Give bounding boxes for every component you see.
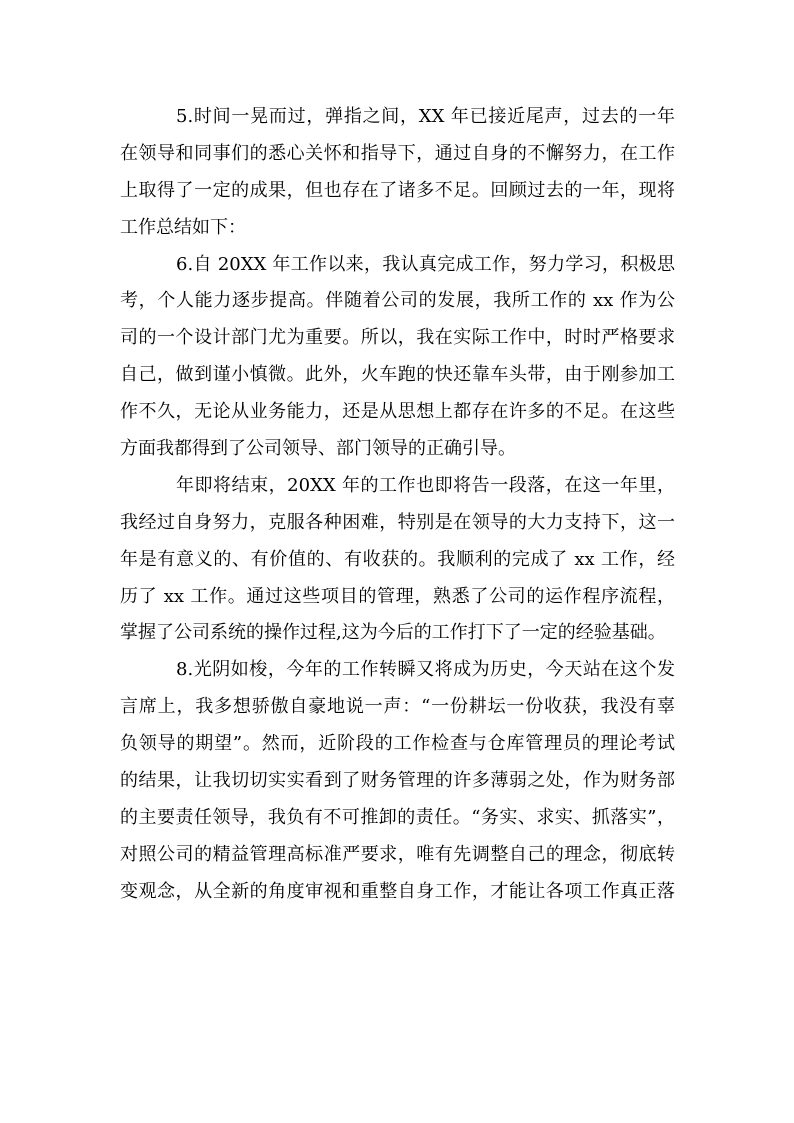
text-line: 司的一个设计部门尤为重要。所以，我在实际工作中，时时严格要求	[120, 327, 675, 349]
text-line: 我经过自身努力，克服各种困难，特别是在领导的大力支持下，这一	[120, 511, 675, 533]
text-line: 的主要责任领导，我负有不可推卸的责任。“务实、求实、抓落实”，	[120, 806, 675, 828]
text-line: 8.光阴如梭，今年的工作转瞬又将成为历史，今天站在这个发	[176, 659, 675, 681]
text-line: 对照公司的精益管理高标准严要求，唯有先调整自己的理念，彻底转	[120, 843, 675, 865]
document-body	[120, 99, 675, 911]
text-line: 上取得了一定的成果，但也存在了诸多不足。回顾过去的一年，现将	[120, 179, 675, 201]
text-line: 变观念，从全新的角度审视和重整自身工作，才能让各项工作真正落	[120, 880, 675, 902]
text-line: 年是有意义的、有价值的、有收获的。我顺利的完成了 xx 工作，经	[120, 548, 675, 570]
text-line: 掌握了公司系统的操作过程,这为今后的工作打下了一定的经验基础。	[120, 622, 666, 644]
text-line: 负领导的期望”。然而，近阶段的工作检查与仓库管理员的理论考试	[120, 733, 675, 755]
text-line: 历了 xx 工作。通过这些项目的管理，熟悉了公司的运作程序流程，	[120, 585, 675, 607]
paragraph-8	[120, 652, 675, 910]
text-line: 的结果，让我切切实实看到了财务管理的许多薄弱之处，作为财务部	[120, 770, 675, 792]
text-line: 方面我都得到了公司领导、部门领导的正确引导。	[120, 438, 516, 460]
text-line: 年即将结束，20XX 年的工作也即将告一段落，在这一年里，	[176, 474, 675, 496]
text-line: 6.自 20XX 年工作以来，我认真完成工作，努力学习，积极思	[176, 253, 675, 275]
text-line: 工作总结如下：	[120, 216, 246, 238]
text-line: 5.时间一晃而过，弹指之间，XX 年已接近尾声，过去的一年	[176, 106, 675, 127]
text-line: 言席上，我多想骄傲自豪地说一声：“一份耕坛一份收获，我没有辜	[120, 696, 675, 718]
paragraph-5	[120, 99, 675, 247]
text-line: 在领导和同事们的悉心关怀和指导下，通过自身的不懈努力，在工作	[120, 142, 675, 164]
text-line: 考，个人能力逐步提高。伴随着公司的发展，我所工作的 xx 作为公	[120, 290, 675, 312]
text-line: 作不久，无论从业务能力，还是从思想上都存在许多的不足。在这些	[120, 401, 675, 423]
text-line: 自己，做到谨小慎微。此外，火车跑的快还靠车头带，由于刚参加工	[120, 364, 675, 386]
paragraph-year-end	[120, 468, 675, 652]
paragraph-6	[120, 247, 675, 468]
